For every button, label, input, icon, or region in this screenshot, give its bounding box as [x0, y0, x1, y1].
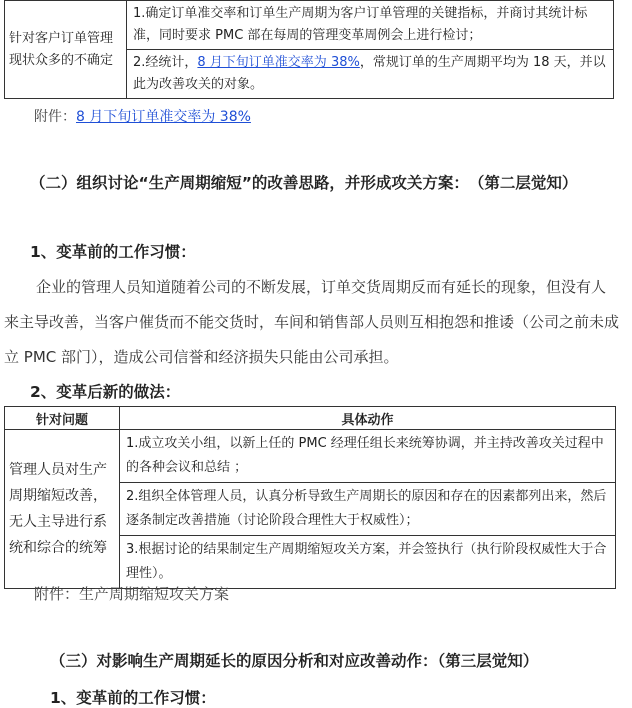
summary-table [4, 0, 614, 99]
before-paragraph: 企业的管理人员知道随着公司的不断发展，订单交货周期反而有延长的现象，但没有人来主导改善，当客户催货而不能交货时，车间和销售部人员则互相抱怨和推诿（公司之前未成立 PMC 部门），造成公司信誉和经济损失只能由公司承担。 [4, 278, 620, 366]
section-3-heading: （三）对影响生产周期延长的原因分析和对应改善动作：（第三层觉知） [50, 652, 539, 670]
problem-cell: 针对客户订单管理现状众多的不确定 [5, 1, 127, 99]
action-cell-1: 1.成立攻关小组，以新上任的 PMC 经理任组长来统筹协调，并主持改善攻关过程中的各种会议和总结 ； [120, 430, 616, 483]
attachment-label: 附件： [34, 109, 76, 125]
accuracy-rate-link[interactable]: 8 月下旬订单准交率为 38% [197, 55, 360, 70]
action-2-prefix: 2.经统计， [133, 55, 198, 70]
action-cell-2 [127, 50, 614, 99]
column-header-action: 具体动作 [120, 407, 616, 430]
section-3-before-heading: 1、变革前的工作习惯： [50, 689, 216, 707]
action-cell-1: 1.确定订单准交率和订单生产周期为客户订单管理的关键指标，并商讨其统计标准，同时要求 PMC 部在每周的管理变革周例会上进行检讨； [127, 1, 614, 50]
action-cell-3: 3.根据讨论的结果制定生产周期缩短攻关方案，并会签执行（执行阶段权威性大于合理性）。 [120, 536, 616, 589]
attachment-2: 附件：生产周期缩短攻关方案 [34, 585, 230, 603]
problem-cell: 管理人员对生产周期缩短改善，无人主导进行系统和综合的统筹 [5, 430, 120, 589]
actions-table [4, 406, 616, 589]
section-2-heading: （二）组织讨论“生产周期缩短”的改善思路，并形成攻关方案： （第二层觉知） [30, 174, 578, 192]
after-heading: 2、变革后新的做法： [30, 383, 181, 401]
action-cell-2: 2.组织全体管理人员，认真分析导致生产周期长的原因和存在的因素都列出来，然后逐条制定改善措施（讨论阶段合理性大于权威性）； [120, 483, 616, 536]
attachment-1 [34, 106, 251, 126]
attachment-link[interactable]: 8 月下旬订单准交率为 38% [76, 109, 251, 125]
before-heading: 1、变革前的工作习惯： [30, 243, 196, 261]
action-2-suffix: ，常规订单的生产周期平均为 18 天，并以此为改善攻关的对象。 [133, 55, 606, 92]
column-header-problem: 针对问题 [5, 407, 120, 430]
